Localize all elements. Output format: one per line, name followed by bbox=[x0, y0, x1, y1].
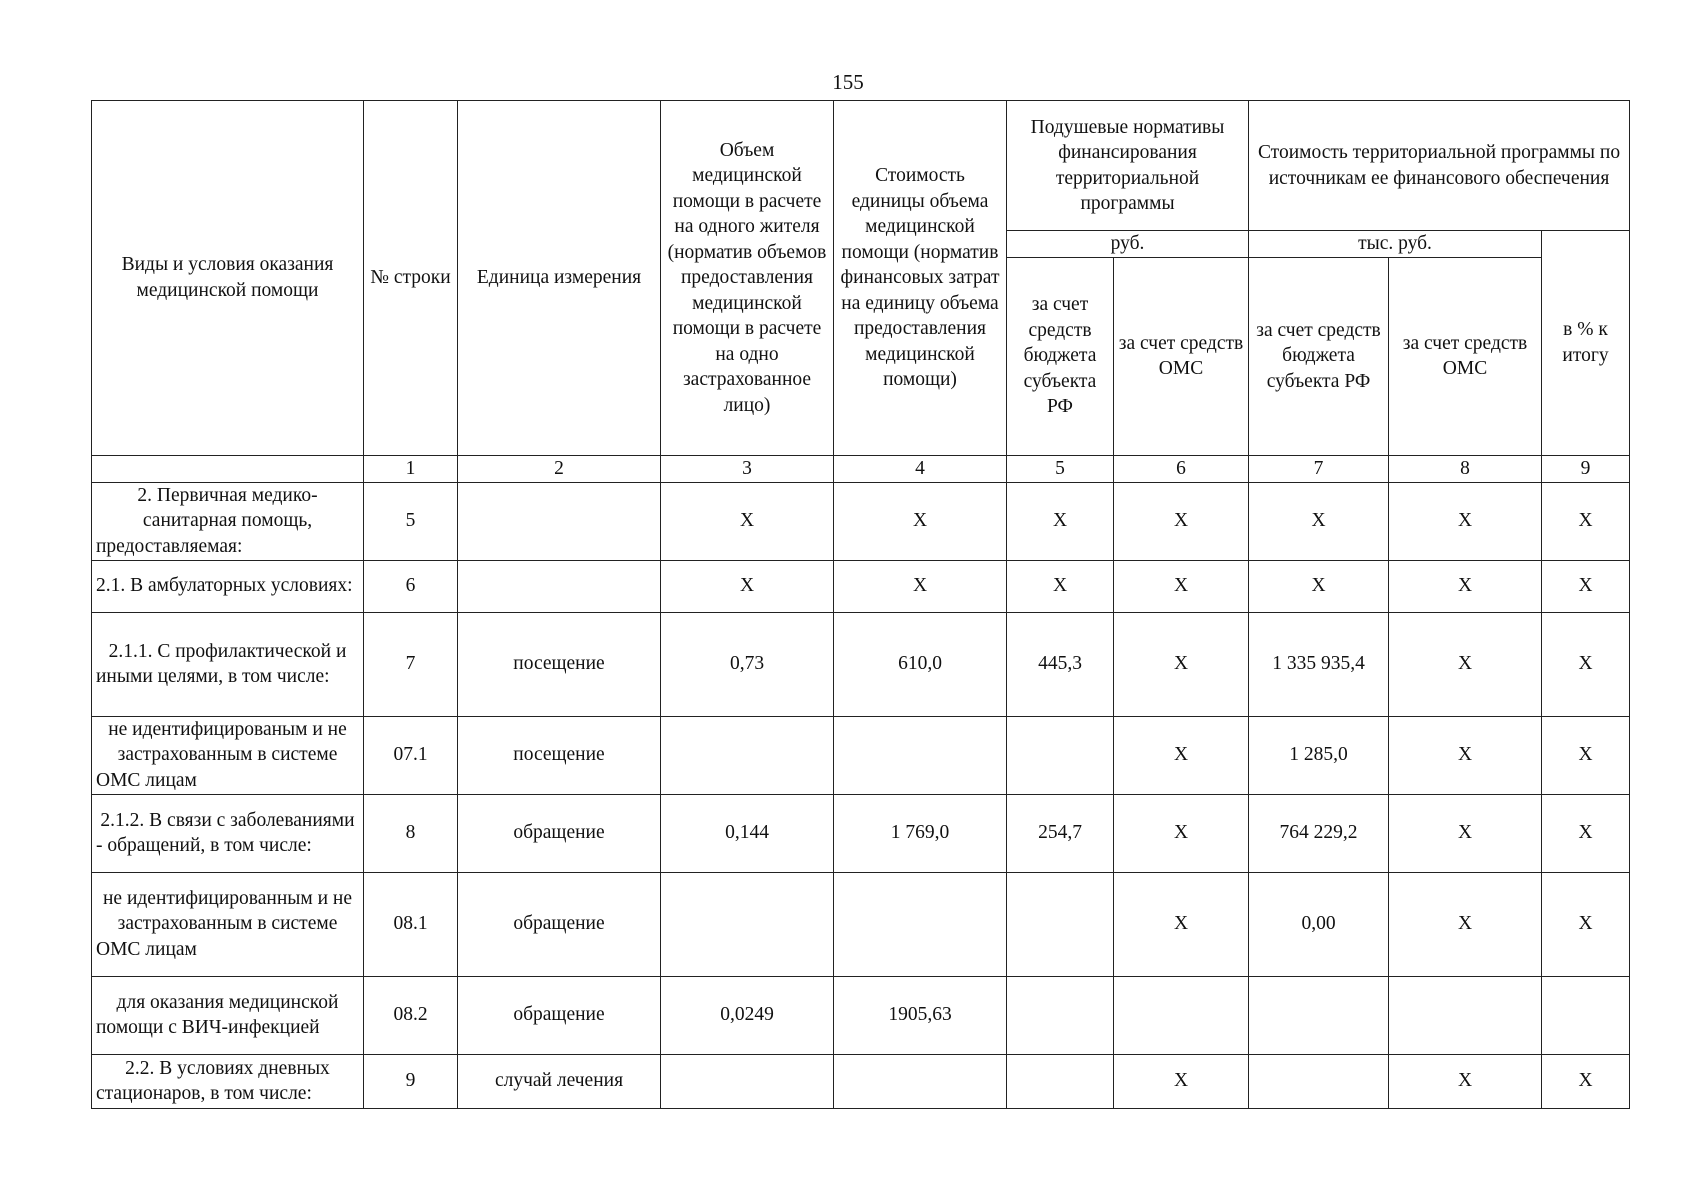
header-volume: Объем медицинской помощи в расчете на одного жителя (норматив объемов предоставления медицинской помощи в расчете на одно застрахованное лицо) bbox=[661, 101, 834, 456]
row-oms-rub: X bbox=[1114, 716, 1249, 794]
column-number: 6 bbox=[1114, 455, 1249, 482]
header-oms-thousand: за счет средств ОМС bbox=[1389, 257, 1542, 455]
row-name: 2. Первичная медико-санитарная помощь, предоставляемая: bbox=[92, 482, 364, 560]
row-cost: X bbox=[834, 482, 1007, 560]
header-unit-cost: Стоимость единицы объема медицинской помощи (норматив финансовых затрат на единицу объема предоставления медицинской помощи) bbox=[834, 101, 1007, 456]
row-percent bbox=[1542, 976, 1630, 1054]
row-number: 07.1 bbox=[364, 716, 458, 794]
header-unit: Единица измерения bbox=[458, 101, 661, 456]
row-budget-rub: 254,7 bbox=[1007, 794, 1114, 872]
column-number: 5 bbox=[1007, 455, 1114, 482]
column-number: 2 bbox=[458, 455, 661, 482]
row-oms-rub: X bbox=[1114, 794, 1249, 872]
row-volume bbox=[661, 716, 834, 794]
row-unit: обращение bbox=[458, 794, 661, 872]
row-name: не идентифицированным и не застрахованным в системе ОМС лицам bbox=[92, 872, 364, 976]
row-name: 2.1.2. В связи с заболеваниями - обращений, в том числе: bbox=[92, 794, 364, 872]
column-number: 1 bbox=[364, 455, 458, 482]
row-budget-rub bbox=[1007, 976, 1114, 1054]
row-oms-rub: X bbox=[1114, 482, 1249, 560]
row-unit: обращение bbox=[458, 976, 661, 1054]
row-volume bbox=[661, 1054, 834, 1108]
column-number: 3 bbox=[661, 455, 834, 482]
row-oms-rub: X bbox=[1114, 1054, 1249, 1108]
row-number: 5 bbox=[364, 482, 458, 560]
row-unit: посещение bbox=[458, 612, 661, 716]
row-oms-rub: X bbox=[1114, 872, 1249, 976]
row-oms-thousand bbox=[1389, 976, 1542, 1054]
row-unit: посещение bbox=[458, 716, 661, 794]
row-cost: 610,0 bbox=[834, 612, 1007, 716]
row-oms-thousand: X bbox=[1389, 794, 1542, 872]
row-budget-thousand: 764 229,2 bbox=[1249, 794, 1389, 872]
header-per-capita-group: Подушевые нормативы финансирования территориальной программы bbox=[1007, 101, 1249, 231]
row-name: 2.1. В амбулаторных условиях: bbox=[92, 560, 364, 612]
row-oms-thousand: X bbox=[1389, 1054, 1542, 1108]
row-budget-thousand: X bbox=[1249, 560, 1389, 612]
table-row bbox=[92, 482, 1630, 560]
row-budget-thousand bbox=[1249, 976, 1389, 1054]
header-row-number: № строки bbox=[364, 101, 458, 456]
row-name: 2.2. В условиях дневных стационаров, в том числе: bbox=[92, 1054, 364, 1108]
row-budget-thousand: X bbox=[1249, 482, 1389, 560]
row-cost: 1 769,0 bbox=[834, 794, 1007, 872]
row-oms-thousand: X bbox=[1389, 612, 1542, 716]
table-row bbox=[92, 872, 1630, 976]
header-unit-thousand-rub: тыс. руб. bbox=[1249, 231, 1542, 258]
row-percent: X bbox=[1542, 560, 1630, 612]
header-row-1 bbox=[92, 101, 1630, 231]
row-volume: 0,0249 bbox=[661, 976, 834, 1054]
row-percent: X bbox=[1542, 482, 1630, 560]
row-number: 08.1 bbox=[364, 872, 458, 976]
row-budget-rub: X bbox=[1007, 482, 1114, 560]
row-budget-thousand: 0,00 bbox=[1249, 872, 1389, 976]
row-percent: X bbox=[1542, 612, 1630, 716]
row-oms-thousand: X bbox=[1389, 560, 1542, 612]
row-cost bbox=[834, 1054, 1007, 1108]
row-name: не идентифицированым и не застрахованным в системе ОМС лицам bbox=[92, 716, 364, 794]
column-number: 8 bbox=[1389, 455, 1542, 482]
column-number: 7 bbox=[1249, 455, 1389, 482]
header-program-cost-group: Стоимость территориальной программы по источникам ее финансового обеспечения bbox=[1249, 101, 1630, 231]
row-budget-thousand: 1 335 935,4 bbox=[1249, 612, 1389, 716]
header-types-of-care: Виды и условия оказания медицинской помощи bbox=[92, 101, 364, 456]
table-row bbox=[92, 560, 1630, 612]
row-budget-thousand: 1 285,0 bbox=[1249, 716, 1389, 794]
row-number: 6 bbox=[364, 560, 458, 612]
row-oms-thousand: X bbox=[1389, 716, 1542, 794]
row-budget-rub bbox=[1007, 872, 1114, 976]
row-budget-rub: 445,3 bbox=[1007, 612, 1114, 716]
row-unit bbox=[458, 560, 661, 612]
program-cost-table bbox=[91, 100, 1630, 1109]
row-number: 08.2 bbox=[364, 976, 458, 1054]
row-oms-rub bbox=[1114, 976, 1249, 1054]
column-number: 9 bbox=[1542, 455, 1630, 482]
row-number: 7 bbox=[364, 612, 458, 716]
row-cost: 1905,63 bbox=[834, 976, 1007, 1054]
row-percent: X bbox=[1542, 794, 1630, 872]
row-number: 9 bbox=[364, 1054, 458, 1108]
header-unit-rub: руб. bbox=[1007, 231, 1249, 258]
row-percent: X bbox=[1542, 716, 1630, 794]
header-budget-thousand: за счет средств бюджета субъекта РФ bbox=[1249, 257, 1389, 455]
row-budget-rub: X bbox=[1007, 560, 1114, 612]
row-number: 8 bbox=[364, 794, 458, 872]
table-row bbox=[92, 976, 1630, 1054]
row-volume: X bbox=[661, 560, 834, 612]
row-cost bbox=[834, 872, 1007, 976]
row-oms-rub: X bbox=[1114, 560, 1249, 612]
row-percent: X bbox=[1542, 872, 1630, 976]
row-cost: X bbox=[834, 560, 1007, 612]
row-volume: 0,144 bbox=[661, 794, 834, 872]
row-cost bbox=[834, 716, 1007, 794]
row-unit: обращение bbox=[458, 872, 661, 976]
row-budget-rub bbox=[1007, 716, 1114, 794]
column-number: 4 bbox=[834, 455, 1007, 482]
column-numbers-row bbox=[92, 455, 1630, 482]
row-budget-thousand bbox=[1249, 1054, 1389, 1108]
row-oms-rub: X bbox=[1114, 612, 1249, 716]
row-oms-thousand: X bbox=[1389, 872, 1542, 976]
table-row bbox=[92, 794, 1630, 872]
table-row bbox=[92, 1054, 1630, 1108]
row-unit bbox=[458, 482, 661, 560]
row-name: для оказания медицинской помощи с ВИЧ-инфекцией bbox=[92, 976, 364, 1054]
header-budget-rub: за счет средств бюджета субъекта РФ bbox=[1007, 257, 1114, 455]
row-percent: X bbox=[1542, 1054, 1630, 1108]
table-row bbox=[92, 612, 1630, 716]
row-volume: 0,73 bbox=[661, 612, 834, 716]
row-name: 2.1.1. С профилактической и иными целями, в том числе: bbox=[92, 612, 364, 716]
row-volume bbox=[661, 872, 834, 976]
row-oms-thousand: X bbox=[1389, 482, 1542, 560]
page-number: 155 bbox=[832, 70, 864, 94]
row-budget-rub bbox=[1007, 1054, 1114, 1108]
header-oms-rub: за счет средств ОМС bbox=[1114, 257, 1249, 455]
table-row bbox=[92, 716, 1630, 794]
row-unit: случай лечения bbox=[458, 1054, 661, 1108]
row-volume: X bbox=[661, 482, 834, 560]
header-percent: в % к итогу bbox=[1542, 231, 1630, 456]
column-number bbox=[92, 455, 364, 482]
